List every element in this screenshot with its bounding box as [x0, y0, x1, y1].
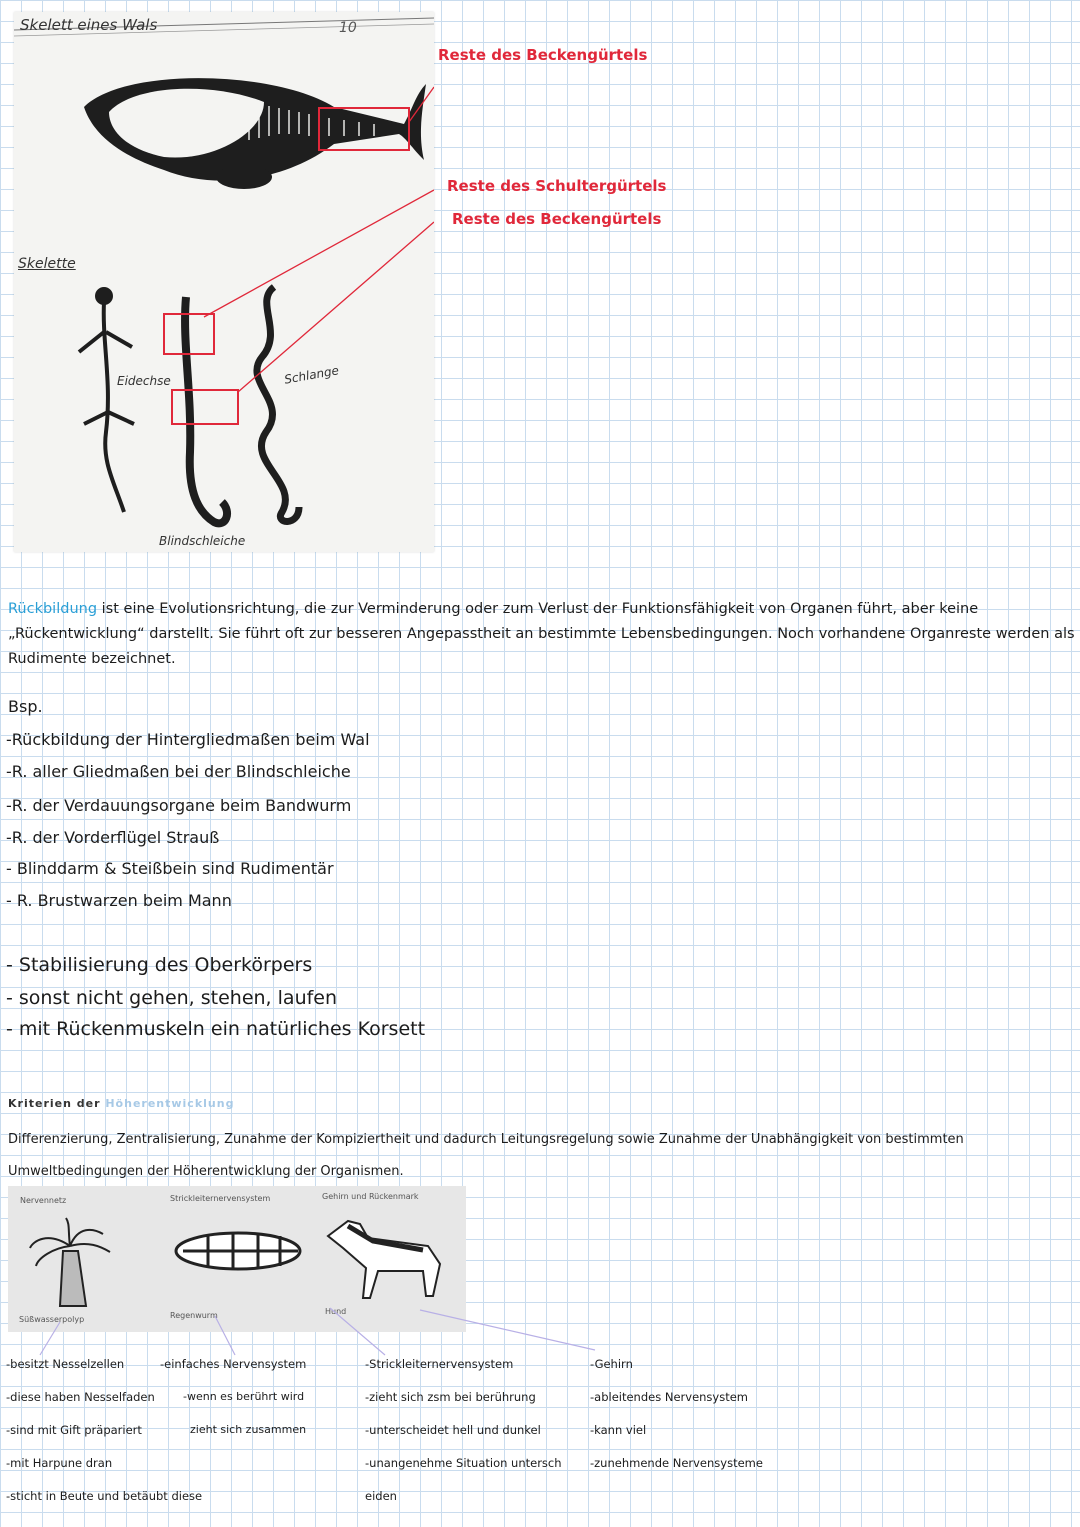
whale-skeleton-drawing — [84, 78, 426, 189]
lizard-label: Eidechse — [117, 374, 171, 388]
stabilization-item: - mit Rückenmuskeln ein natürliches Korsett — [6, 1018, 426, 1040]
dog-note: -zunehmende Nervensysteme — [590, 1456, 763, 1470]
earthworm-note: -zieht sich zsm bei berührung — [365, 1390, 536, 1404]
example-item: -Rückbildung der Hintergliedmaßen beim Wal — [6, 730, 370, 749]
snake-skeleton-drawing — [257, 287, 299, 522]
criteria-heading-prefix: Kriterien der — [8, 1097, 106, 1110]
examples-heading: Bsp. — [8, 697, 43, 716]
definition-keyword: Rückbildung — [8, 601, 98, 617]
stabilization-item: - Stabilisierung des Oberkörpers — [6, 954, 313, 976]
dog-note: -ableitendes Nervensystem — [590, 1390, 749, 1404]
polyp-note: -sticht in Beute und betäubt diese — [6, 1489, 203, 1503]
figure-animal-polyp: Süßwasserpolyp — [19, 1315, 85, 1324]
earthworm-note: eiden — [365, 1489, 397, 1503]
figure-animal-dog: Hund — [325, 1307, 347, 1316]
example-item: -R. der Verdauungsorgane beim Bandwurm — [6, 796, 352, 815]
stabilization-item: - sonst nicht gehen, stehen, laufen — [6, 987, 338, 1009]
snake-label: Schlange — [283, 363, 340, 387]
slowworm-label: Blindschleiche — [159, 534, 246, 548]
whale-sheet-page-number: 10 — [339, 20, 357, 36]
polyp-note: -diese haben Nesselfaden — [6, 1390, 155, 1404]
example-item: -R. aller Gliedmaßen bei der Blindschleiche — [6, 762, 351, 781]
earthworm-note: -unangenehme Situation untersch — [365, 1456, 562, 1470]
polyp-note: -besitzt Nesselzellen — [6, 1357, 125, 1371]
definition-paragraph — [8, 597, 1078, 672]
earthworm-drawing — [176, 1233, 300, 1269]
annotation-pelvic-remnants-whale: Reste des Beckengürtels — [438, 46, 648, 64]
dog-note: -Gehirn — [590, 1357, 633, 1371]
definition-text: ist eine Evolutionsrichtung, die zur Verminderung oder zum Verlust der Funktionsfähigkeit von Organen führt, aber keine „Rückentwicklung“ darstellt. Sie führt oft zur besseren Angepasstheit an bestimmte Lebensbedingungen. Noch vorhandene Organreste werden als Rudimente bezeichnet. — [8, 601, 1075, 667]
criteria-text: Differenzierung, Zentralisierung, Zunahme der Kompiziertheit und dadurch Leitungsregelung sowie Zunahme der Unabhängigkeit von bestimmten Umweltbedingungen der Höherentwicklung der Organismen. — [8, 1132, 964, 1179]
example-item: -R. der Vorderflügel Strauß — [6, 828, 220, 847]
criteria-heading-suffix: Höherentwicklung — [105, 1097, 235, 1110]
skeleton-drawings — [14, 12, 434, 552]
nerve-net-note: -einfaches Nervensystem — [160, 1357, 307, 1371]
nerve-net-note: -wenn es berührt wird — [183, 1390, 305, 1403]
polyp-note: -mit Harpune dran — [6, 1456, 113, 1470]
figure-label-nerve-net: Nervennetz — [20, 1196, 67, 1205]
nerve-net-note: zieht sich zusammen — [190, 1423, 307, 1436]
figure-label-ladder-nervous-system: Strickleiternervensystem — [170, 1194, 271, 1203]
figure-animal-earthworm: Regenwurm — [170, 1311, 218, 1320]
annotation-pelvic-remnants-slowworm: Reste des Beckengürtels — [452, 210, 662, 228]
lizard-skeleton-drawing — [79, 289, 134, 512]
earthworm-note: -unterscheidet hell und dunkel — [365, 1423, 541, 1437]
polyp-note: -sind mit Gift präpariert — [6, 1423, 142, 1437]
annotation-shoulder-remnants: Reste des Schultergürtels — [447, 177, 667, 195]
earthworm-note: -Strickleiternervensystem — [365, 1357, 514, 1371]
example-item: - Blinddarm & Steißbein sind Rudimentär — [6, 859, 334, 878]
skeletons-heading: Skelette — [18, 256, 76, 272]
whale-sheet-title: Skelett eines Wals — [20, 16, 158, 34]
figure-label-brain-spinal-cord: Gehirn und Rückenmark — [322, 1192, 419, 1201]
skeleton-worksheet-photo — [14, 12, 434, 552]
example-item: - R. Brustwarzen beim Mann — [6, 891, 232, 910]
slowworm-skeleton-drawing — [164, 297, 238, 523]
criteria-heading — [8, 1097, 234, 1110]
dog-note: -kann viel — [590, 1423, 647, 1437]
